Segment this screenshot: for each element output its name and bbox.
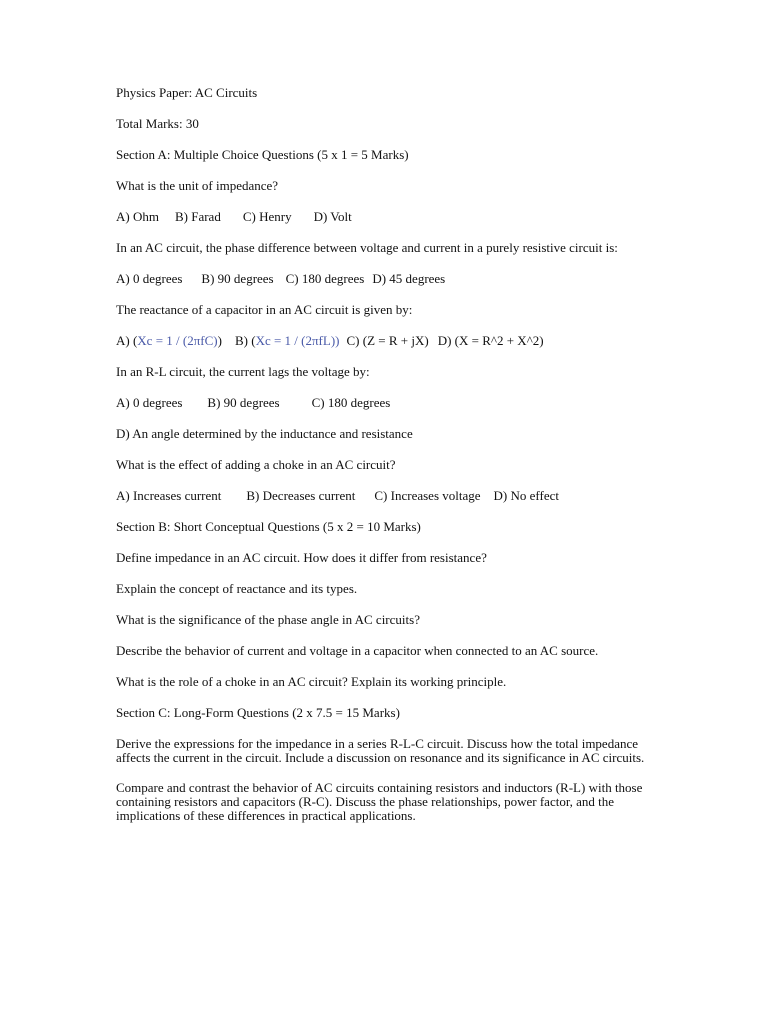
q3-option-b-prefix: B) ( <box>234 333 256 348</box>
q5-option-a: A) Increases current <box>116 488 222 503</box>
question-5-text: What is the effect of adding a choke in an AC circuit? <box>116 457 396 472</box>
q1-option-a: A) Ohm <box>116 209 159 224</box>
q3-option-b-formula: Xc = 1 / (2πfL) <box>255 333 336 348</box>
section-b-heading: Section B: Short Conceptual Questions (5 x 2 = 10 Marks) <box>116 519 421 534</box>
q4-option-b: B) 90 degrees <box>207 395 280 410</box>
section-c-heading: Section C: Long-Form Questions (2 x 7.5 = 15 Marks) <box>116 705 400 720</box>
q5-option-c: C) Increases voltage <box>374 488 481 503</box>
exam-paper <box>116 86 646 839</box>
section-b-question-2: Explain the concept of reactance and its types. <box>116 581 358 596</box>
question-4-text: In an R-L circuit, the current lags the voltage by: <box>116 364 370 379</box>
section-a-heading: Section A: Multiple Choice Questions (5 x 1 = 5 Marks) <box>116 147 409 162</box>
q3-option-d: D) (X = R^2 + X^2) <box>437 333 544 348</box>
q4-option-c: C) 180 degrees <box>311 395 391 410</box>
q3-option-a-formula: Xc = 1 / (2πfC) <box>137 333 218 348</box>
q2-option-d: D) 45 degrees <box>372 271 446 286</box>
q5-option-b: B) Decreases current <box>246 488 356 503</box>
section-b-question-4: Describe the behavior of current and voltage in a capacitor when connected to an AC source. <box>116 643 599 658</box>
question-1-text: What is the unit of impedance? <box>116 178 279 193</box>
q5-option-d: D) No effect <box>493 488 559 503</box>
q2-option-a: A) 0 degrees <box>116 271 183 286</box>
section-c-question-1: Derive the expressions for the impedance in a series R-L-C circuit. Discuss how the total impedance affects the current in the circuit. Include a discussion on resonance and its significance in AC circuits. <box>116 736 645 765</box>
question-2-options <box>116 272 646 286</box>
section-b-question-1: Define impedance in an AC circuit. How does it differ from resistance? <box>116 550 487 565</box>
q4-option-d: D) An angle determined by the inductance and resistance <box>116 426 413 441</box>
section-b-question-3: What is the significance of the phase angle in AC circuits? <box>116 612 420 627</box>
q1-option-c: C) Henry <box>242 209 292 224</box>
q1-option-b: B) Farad <box>174 209 221 224</box>
question-5-options <box>116 489 646 503</box>
question-3-text: The reactance of a capacitor in an AC circuit is given by: <box>116 302 413 317</box>
section-c-question-2: Compare and contrast the behavior of AC circuits containing resistors and inductors (R-L) with those containing resistors and capacitors (R-C). Discuss the phase relationships, power factor, and the implications of these differences in practical applications. <box>116 780 643 823</box>
question-3-options: A) (Xc = 1 / (2πfC)) B) (Xc = 1 / (2πfL)) C) (Z = R + jX) D) (X = R^2 + X^2) <box>116 333 544 348</box>
q1-option-d: D) Volt <box>313 209 352 224</box>
q4-option-a: A) 0 degrees <box>116 395 183 410</box>
paper-title: Physics Paper: AC Circuits <box>116 85 258 100</box>
question-4-options <box>116 396 646 410</box>
section-b-question-5: What is the role of a choke in an AC circuit? Explain its working principle. <box>116 674 507 689</box>
q3-option-c: C) (Z = R + jX) <box>346 333 429 348</box>
q2-option-c: C) 180 degrees <box>285 271 365 286</box>
q2-option-b: B) 90 degrees <box>201 271 274 286</box>
question-2-text: In an AC circuit, the phase difference between voltage and current in a purely resistive circuit is: <box>116 240 618 255</box>
question-1-options <box>116 210 646 224</box>
q3-option-a-prefix: A) ( <box>116 333 138 348</box>
total-marks: Total Marks: 30 <box>116 116 199 131</box>
